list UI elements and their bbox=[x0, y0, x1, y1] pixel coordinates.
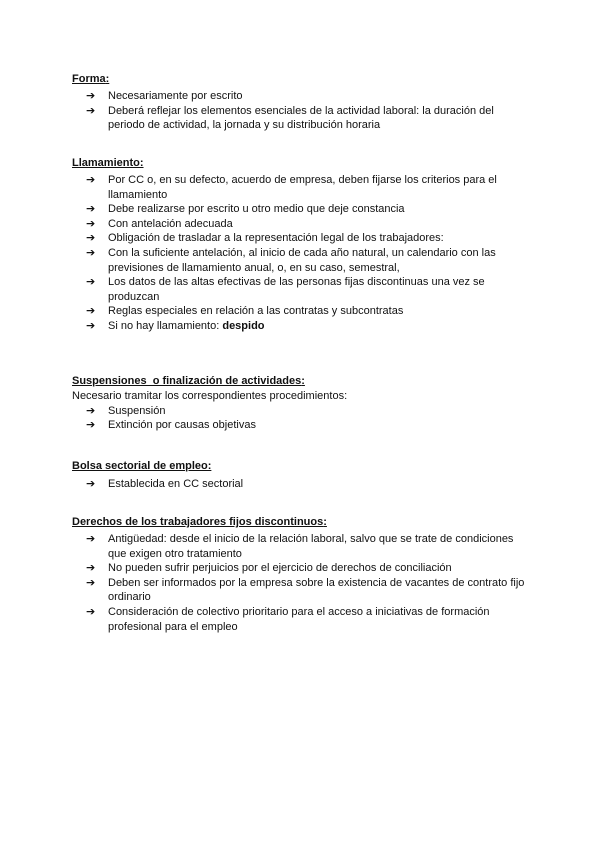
arrow-bullet-icon: ➔ bbox=[86, 561, 96, 575]
arrow-bullet-icon: ➔ bbox=[86, 275, 96, 289]
heading-bolsa: Bolsa sectorial de empleo: bbox=[72, 460, 212, 472]
arrow-bullet-icon: ➔ bbox=[86, 202, 96, 216]
list-item: ➔ No pueden sufrir perjuicios por el ejercicio de derechos de conciliación bbox=[86, 561, 452, 575]
arrow-bullet-icon: ➔ bbox=[86, 173, 96, 186]
section-forma bbox=[72, 72, 532, 133]
list-item: ➔ Debe realizarse por escrito u otro medio que deje constancia bbox=[86, 202, 405, 216]
list-suspensiones bbox=[72, 404, 532, 433]
section-suspensiones bbox=[72, 374, 532, 433]
arrow-bullet-icon: ➔ bbox=[86, 403, 96, 417]
list-item: ➔ Con la suficiente antelación, al inicio de cada año natural, un calendario con las previsiones de llamamiento anual, o, en su caso, semestral, bbox=[86, 245, 496, 274]
list-item: ➔ Necesariamente por escrito bbox=[86, 89, 243, 102]
list-item: ➔ Consideración de colectivo prioritario para el acceso a iniciativas de formación profesional para el empleo bbox=[86, 604, 490, 633]
arrow-bullet-icon: ➔ bbox=[86, 103, 96, 117]
heading-derechos: Derechos de los trabajadores fijos discontinuos: bbox=[72, 516, 327, 528]
list-item: ➔ Con antelación adecuada bbox=[86, 216, 233, 230]
arrow-bullet-icon: ➔ bbox=[86, 575, 96, 589]
list-item: ➔ Antigüedad: desde el inicio de la relación laboral, salvo que se trate de condiciones que exigen otro tratamiento bbox=[86, 532, 514, 560]
heading-forma: Forma: bbox=[72, 73, 110, 85]
list-item: ➔ Los datos de las altas efectivas de las personas fijas discontinuas una vez se produzcan bbox=[86, 275, 485, 303]
arrow-bullet-icon: ➔ bbox=[86, 89, 96, 102]
arrow-bullet-icon: ➔ bbox=[86, 245, 96, 259]
list-item: ➔ Suspensión bbox=[86, 403, 166, 417]
list-item: ➔ Si no hay llamamiento: despido bbox=[86, 318, 265, 332]
list-derechos bbox=[72, 532, 532, 634]
list-item: ➔ Deberá reflejar los elementos esenciales de la actividad laboral: la duración del periodo de actividad, la jornada y su distribución horaria bbox=[86, 103, 494, 132]
arrow-bullet-icon: ➔ bbox=[86, 231, 96, 245]
suspensiones-intro: Necesario tramitar los correspondientes procedimientos: bbox=[72, 390, 348, 402]
arrow-bullet-icon: ➔ bbox=[86, 604, 96, 618]
list-bolsa bbox=[72, 477, 532, 492]
list-llamamiento bbox=[72, 173, 532, 334]
bold-despido: despido bbox=[222, 319, 265, 332]
arrow-bullet-icon: ➔ bbox=[86, 477, 96, 490]
arrow-bullet-icon: ➔ bbox=[86, 216, 96, 230]
section-llamamiento bbox=[72, 156, 532, 334]
list-item: ➔ Establecida en CC sectorial bbox=[86, 477, 244, 490]
arrow-bullet-icon: ➔ bbox=[86, 418, 96, 432]
arrow-bullet-icon: ➔ bbox=[86, 304, 96, 318]
arrow-bullet-icon: ➔ bbox=[86, 532, 96, 545]
section-derechos bbox=[72, 515, 532, 634]
heading-suspensiones: Suspensiones o finalización de actividades: bbox=[72, 375, 305, 387]
list-forma bbox=[72, 89, 532, 133]
heading-llamamiento: Llamamiento: bbox=[72, 157, 144, 169]
list-item: ➔ Deben ser informados por la empresa sobre la existencia de vacantes de contrato fijo ordinario bbox=[86, 575, 525, 604]
arrow-bullet-icon: ➔ bbox=[86, 318, 96, 332]
list-item: ➔ Obligación de trasladar a la representación legal de los trabajadores: bbox=[86, 231, 444, 245]
list-item: ➔ Extinción por causas objetivas bbox=[86, 418, 256, 432]
list-item: ➔ Reglas especiales en relación a las contratas y subcontratas bbox=[86, 304, 404, 318]
section-bolsa bbox=[72, 459, 532, 492]
list-item: ➔ Por CC o, en su defecto, acuerdo de empresa, deben fijarse los criterios para el llamamiento bbox=[86, 173, 497, 201]
